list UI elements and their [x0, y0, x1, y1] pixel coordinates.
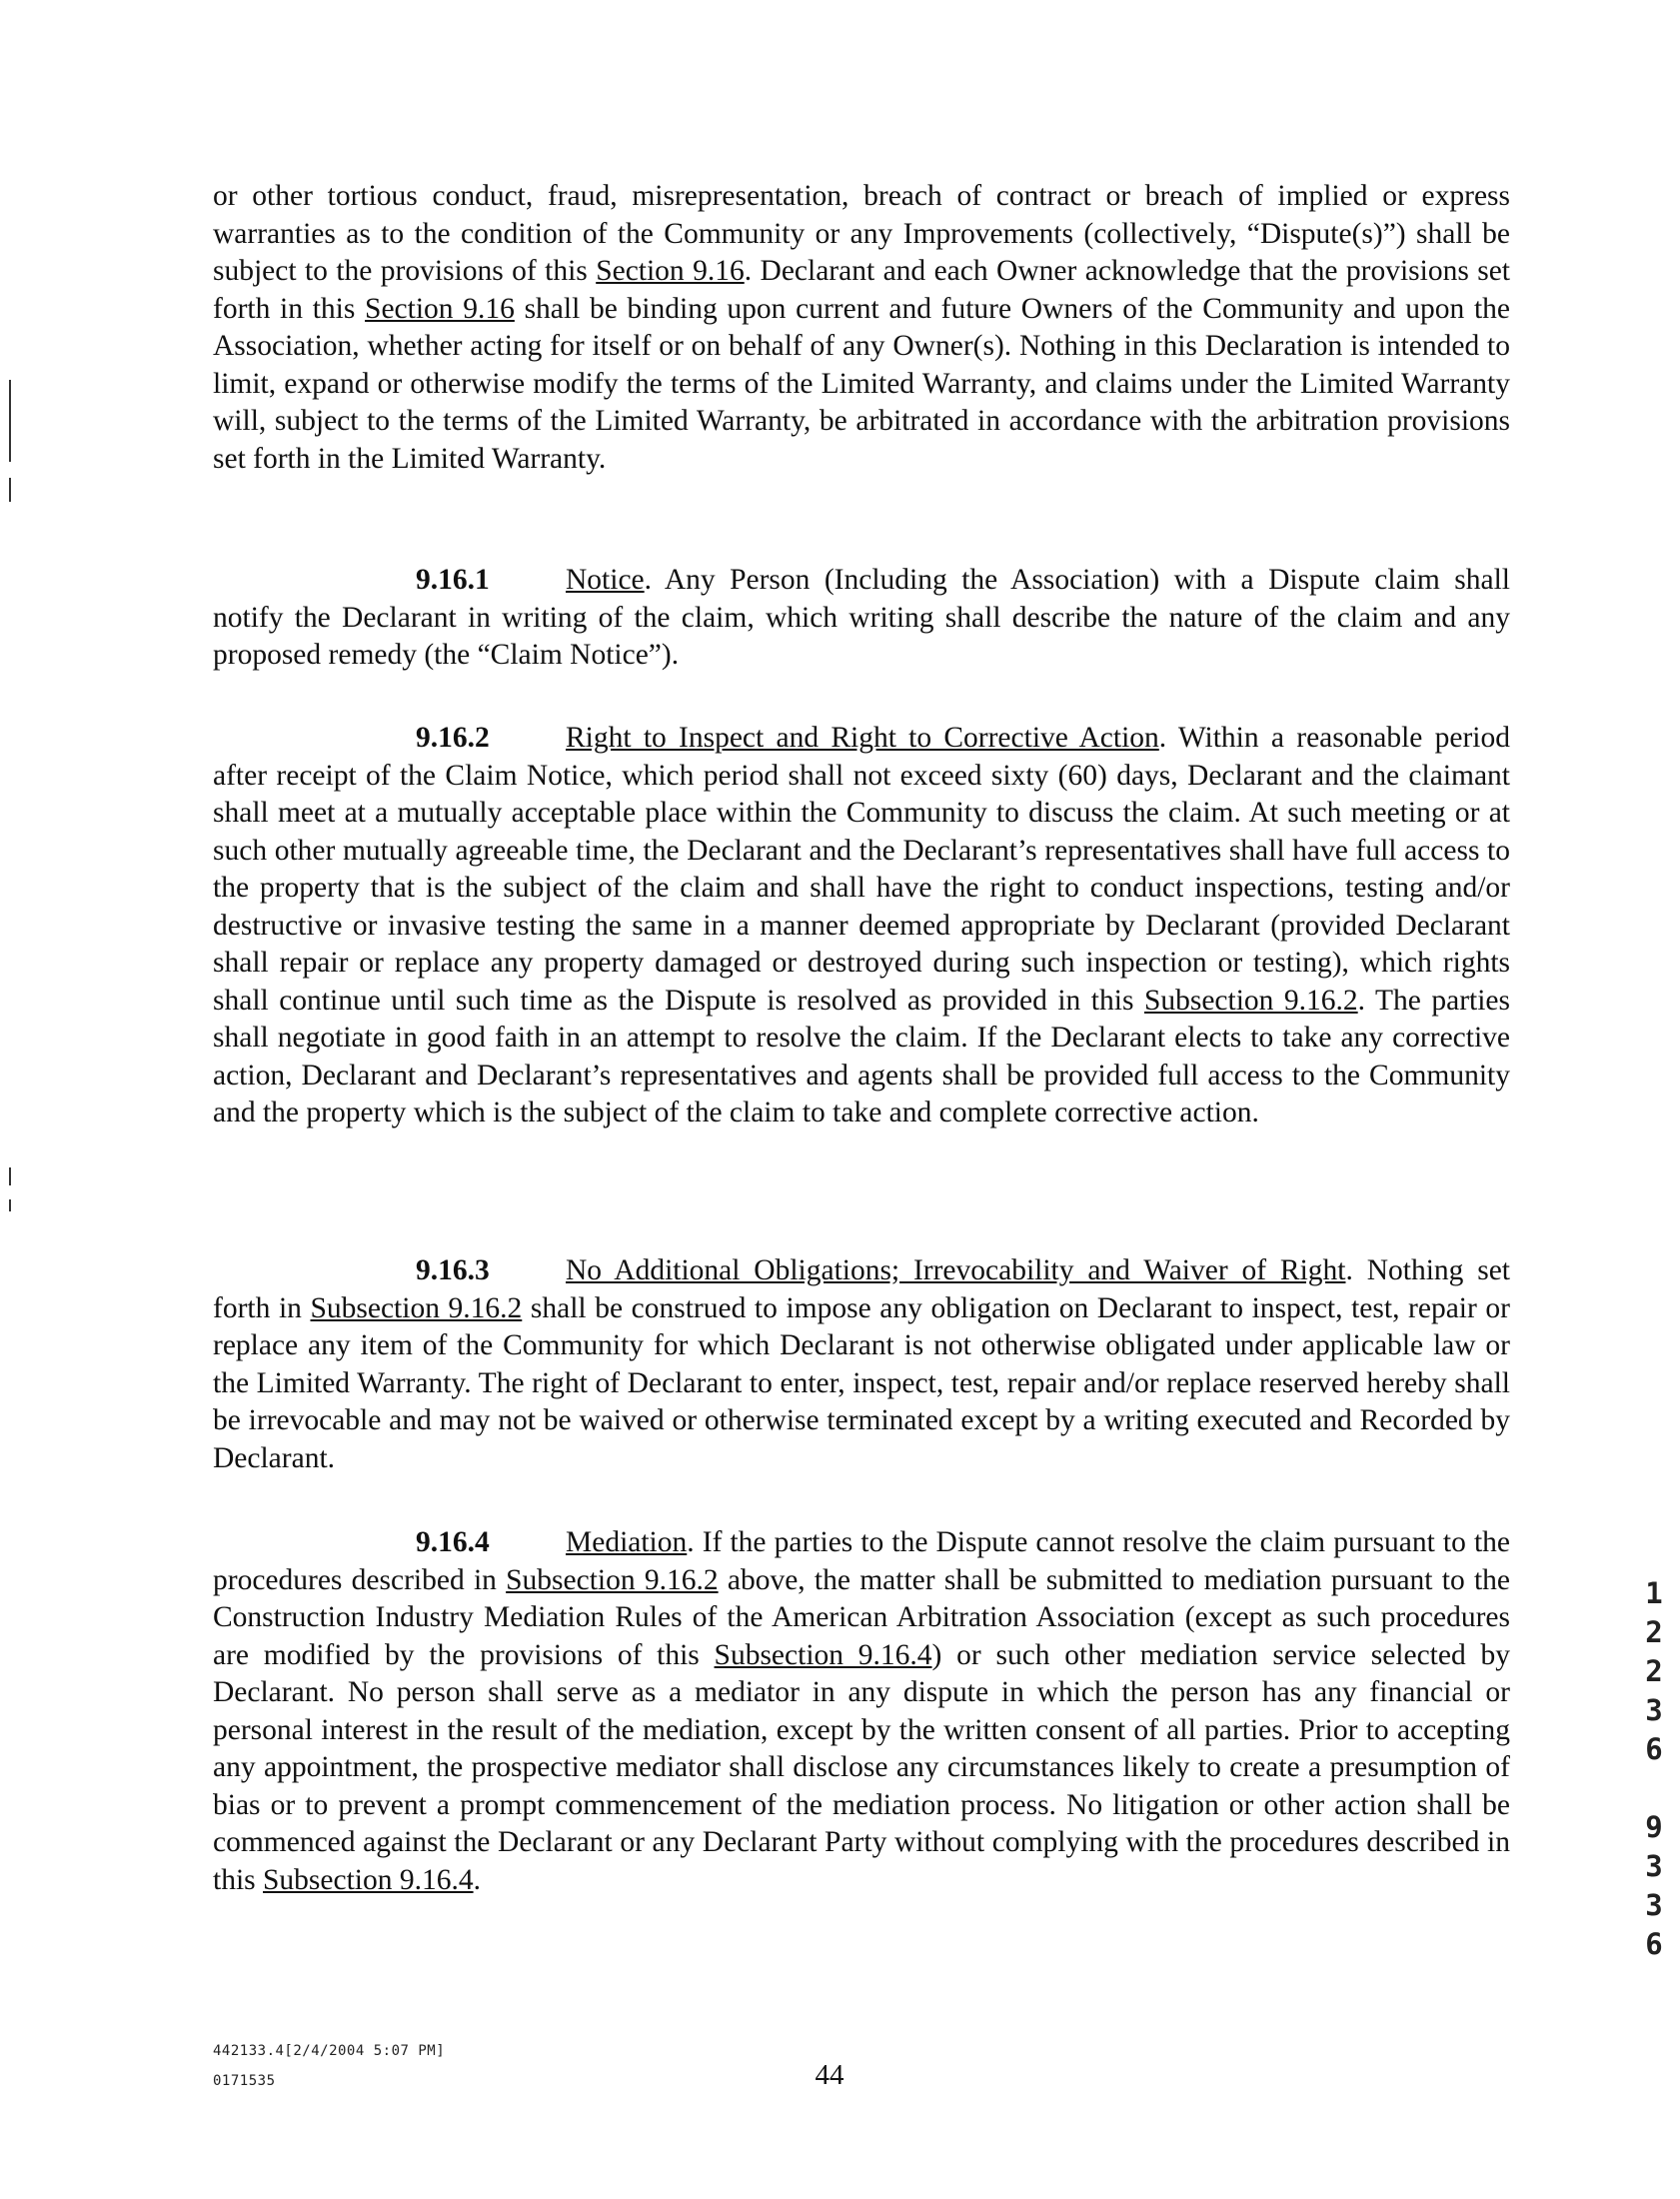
section-heading: Right to Inspect and Right to Corrective Action: [566, 722, 1159, 754]
section-heading: No Additional Obligations; Irrevocability and Waiver of Right: [566, 1254, 1346, 1286]
intro-paragraph: or other tortious conduct, fraud, misrepresentation, breach of contract or breach of implied or express warranties as to the condition of the Community or any Improvements (collectively, “Dispute(s)”) shall be subject to the provisions of this Section 9.16. Declarant and each Owner acknowledge that the provisions set forth in this Section 9.16 shall be binding upon current and future Owners of the Community and upon the Association, whether acting for itself or on behalf of any Owner(s). Nothing in this Declaration is intended to limit, expand or otherwise modify the terms of the Limited Warranty, and claims under the Limited Warranty will, subject to the terms of the Limited Warranty, be arbitrated in accordance with the arbitration provisions set forth in the Limited Warranty.: [213, 180, 1510, 475]
page-number: 44: [815, 2059, 844, 2091]
section-reference: Subsection 9.16.4: [714, 1638, 932, 1671]
section-number: 9.16.2: [416, 722, 490, 754]
section-heading: Mediation: [566, 1526, 688, 1558]
section-number: 9.16.1: [416, 564, 490, 596]
revision-bar: [9, 380, 11, 462]
section-9-16-1-paragraph: 9.16.1 Notice. Any Person (Including the Association) with a Dispute claim shall notify the Declarant in writing of the claim, which writing shall describe the nature of the claim and any proposed remedy (the “Claim Notice”).: [213, 564, 1510, 671]
section-reference: Section 9.16: [596, 255, 745, 287]
revision-bar: [9, 1167, 11, 1185]
section-reference: Subsection 9.16.4: [263, 1863, 474, 1896]
footer-file-number: 0171535: [213, 2073, 276, 2089]
section-reference: Section 9.16: [365, 292, 515, 325]
section-number: 9.16.3: [416, 1254, 490, 1286]
revision-bar: [9, 1199, 11, 1211]
section-9-16-3-paragraph: 9.16.3 No Additional Obligations; Irrevocability and Waiver of Right. Nothing set forth in Subsection 9.16.2 shall be construed to impose any obligation on Declarant to inspect, test, repair or replace any item of the Community for which Declarant is not otherwise obligated under applicable law or the Limited Warranty. The right of Declarant to enter, inspect, test, repair and/or replace reserved hereby shall be irrevocable and may not be waived or otherwise terminated except by a writing executed and Recorded by Declarant.: [213, 1254, 1510, 1474]
section-reference: Subsection 9.16.2: [310, 1291, 523, 1324]
recording-number-stamp: 1 2 2 3 6 9 3 3 6: [1645, 1576, 1663, 1961]
section-reference: Subsection 9.16.2: [506, 1563, 719, 1596]
section-9-16-4-paragraph: 9.16.4 Mediation. If the parties to the Dispute cannot resolve the claim pursuant to the procedures described in Subsection 9.16.2 above, the matter shall be submitted to mediation pursuant to the Construction Industry Mediation Rules of the American Arbitration Association (except as such procedures are modified by the provisions of this Subsection 9.16.4) or such other mediation service selected by Declarant. No person shall serve as a mediator in any dispute in which the person has any financial or personal interest in the result of the mediation, except by the written consent of all parties. Prior to accepting any appointment, the prospective mediator shall disclose any circumstances likely to create a presumption of bias or to prevent a prompt commencement of the mediation process. No litigation or other action shall be commenced against the Declarant or any Declarant Party without complying with the procedures described in this Subsection 9.16.4.: [213, 1526, 1510, 1896]
section-reference: Subsection 9.16.2: [1143, 984, 1358, 1017]
section-9-16-2-paragraph: 9.16.2 Right to Inspect and Right to Corrective Action. Within a reasonable period after receipt of the Claim Notice, which period shall not exceed sixty (60) days, Declarant and the claimant shall meet at a mutually acceptable place within the Community to discuss the claim. At such meeting or at such other mutually agreeable time, the Declarant and the Declarant’s representatives shall have full access to the property that is the subject of the claim and shall have the right to conduct inspections, testing and/or destructive or invasive testing the same in a manner deemed appropriate by Declarant (provided Declarant shall repair or replace any property damaged or destroyed during such inspection or testing), which rights shall continue until such time as the Dispute is resolved as provided in this Subsection 9.16.2. The parties shall negotiate in good faith in an attempt to resolve the claim. If the Declarant elects to take any corrective action, Declarant and Declarant’s representatives and agents shall be provided full access to the Community and the property which is the subject of the claim to take and complete corrective action.: [213, 722, 1511, 1128]
footer-document-id: 442133.4[2/4/2004 5:07 PM]: [213, 2043, 446, 2059]
section-heading: Notice: [566, 564, 645, 596]
revision-bar: [9, 478, 11, 502]
section-number: 9.16.4: [416, 1526, 490, 1558]
